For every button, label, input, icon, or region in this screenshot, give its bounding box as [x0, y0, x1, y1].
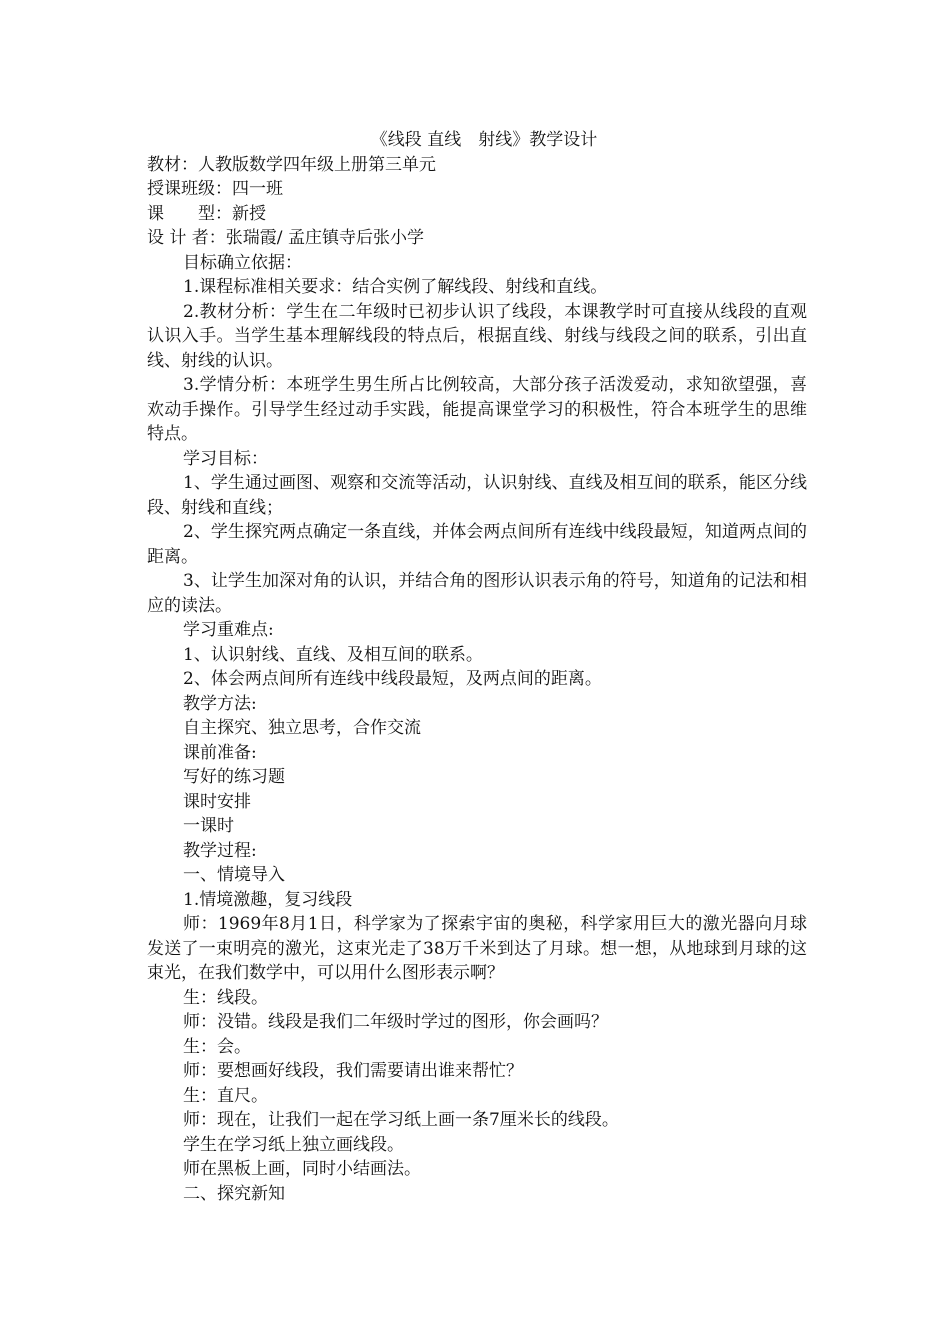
heading-preparation: 课前准备:	[183, 742, 257, 763]
paragraph: 1、认识射线、直线、及相互间的联系。	[183, 644, 483, 665]
section-heading: 一、情境导入	[183, 865, 285, 885]
paragraph: 2、体会两点间所有连线中线段最短，及两点间的距离。	[183, 669, 602, 689]
paragraph: 3、让学生加深对角的认识，并结合角的图形认识表示角的符号，知道角的记法和相应的读法。	[147, 571, 807, 616]
dialogue-line: 师：要想画好线段，我们需要请出谁来帮忙？	[183, 1061, 523, 1081]
dialogue-line: 生：线段。	[183, 987, 268, 1008]
meta-class: 授课班级：四一班	[147, 179, 283, 199]
heading-schedule: 课时安排	[183, 791, 251, 812]
heading-goals: 学习目标：	[183, 448, 268, 469]
paragraph: 2、学生探究两点确定一条直线，并体会两点间所有连线中线段最短，知道两点间的距离。	[147, 522, 807, 567]
heading-process: 教学过程:	[183, 840, 257, 861]
paragraph: 一课时	[183, 816, 234, 836]
document-body	[147, 128, 807, 1206]
document-title: 《线段 直线 射线》教学设计	[370, 130, 598, 150]
paragraph: 师在黑板上画，同时小结画法。	[183, 1159, 421, 1179]
paragraph: 自主探究、独立思考，合作交流	[183, 718, 421, 738]
dialogue-line: 生：直尺。	[183, 1085, 268, 1106]
paragraph: 写好的练习题	[183, 767, 285, 787]
section-heading: 二、探究新知	[183, 1183, 285, 1204]
paragraph: 学生在学习纸上独立画线段。	[183, 1134, 404, 1155]
heading-key-points: 学习重难点:	[183, 620, 274, 640]
dialogue-line: 师：没错。线段是我们二年级时学过的图形，你会画吗？	[183, 1012, 608, 1032]
meta-type: 课 型：新授	[147, 203, 266, 224]
dialogue-line: 生：会。	[183, 1036, 251, 1057]
paragraph: 2.教材分析：学生在二年级时已初步认识了线段，本课教学时可直接从线段的直观认识入手。当学生基本理解线段的特点后，根据直线、射线与线段之间的联系，引出直线、射线的认识。	[147, 301, 807, 371]
paragraph: 1、学生通过画图、观察和交流等活动，认识射线、直线及相互间的联系，能区分线段、射线和直线；	[147, 473, 807, 518]
paragraph: 1.情境激趣，复习线段	[183, 889, 353, 910]
paragraph: 师：1969年8月1日，科学家为了探索宇宙的奥秘，科学家用巨大的激光器向月球发送了一束明亮的激光，这束光走了38万千米到达了月球。想一想，从地球到月球的这束光，在我们数学中，可以用什么图形表示啊？	[147, 914, 807, 983]
meta-designer: 设 计 者：张瑞霞/ 孟庄镇寺后张小学	[147, 228, 424, 248]
heading-methods: 教学方法:	[183, 693, 257, 714]
paragraph: 1.课程标准相关要求：结合实例了解线段、射线和直线。	[183, 277, 608, 297]
dialogue-line: 师：现在，让我们一起在学习纸上画一条7厘米长的线段。	[183, 1110, 619, 1130]
heading-basis: 目标确立依据：	[183, 252, 302, 273]
meta-material: 教材：人教版数学四年级上册第三单元	[147, 154, 436, 175]
paragraph: 3.学情分析：本班学生男生所占比例较高，大部分孩子活泼爱动，求知欲望强，喜欢动手操作。引导学生经过动手实践，能提高课堂学习的积极性，符合本班学生的思维特点。	[147, 375, 807, 444]
